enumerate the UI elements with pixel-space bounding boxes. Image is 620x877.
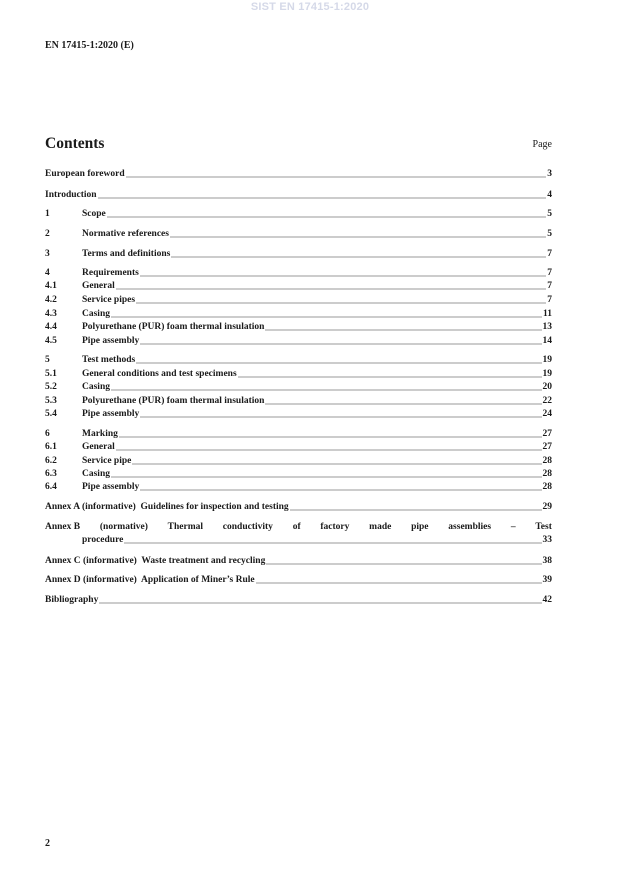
toc-entry-number: 6.2 [45, 456, 57, 466]
toc-entry-test-casing[interactable] [45, 381, 552, 393]
toc-entry-page: 3 [547, 169, 552, 179]
toc-entry-title: Terms and definitions [82, 249, 171, 259]
dot-leader [111, 309, 542, 318]
toc-entry-scope[interactable] [45, 208, 552, 220]
dot-leader [99, 595, 541, 604]
toc-entry-page: 7 [547, 249, 552, 259]
dot-leader [256, 575, 542, 584]
toc-entry-annex-d[interactable] [45, 574, 552, 586]
toc-entry-page: 13 [542, 322, 552, 332]
toc-entry-page: 14 [542, 336, 552, 346]
toc-entry-title: Pipe assembly [82, 409, 140, 419]
toc-entry-title: Casing [82, 309, 110, 319]
dot-leader [265, 322, 541, 331]
dot-leader [98, 190, 547, 199]
contents-title: Contents [45, 135, 105, 152]
dot-leader [266, 556, 541, 565]
toc-entry-title: Annex C (informative) Waste treatment and recycling [45, 556, 266, 566]
toc-entry-title: Introduction [45, 190, 97, 200]
dot-leader [140, 268, 546, 277]
toc-entry-number: 4.4 [45, 322, 57, 332]
toc-entry-title: Polyurethane (PUR) foam thermal insulation [82, 322, 265, 332]
toc-entry-title: Bibliography [45, 595, 99, 605]
toc-entry-title: European foreword [45, 169, 125, 179]
toc-entry-annex-c[interactable] [45, 555, 552, 567]
toc-word: – [510, 522, 516, 532]
toc-entry-page: 38 [542, 556, 552, 566]
dot-leader [116, 281, 547, 290]
toc-word: pipe [411, 522, 429, 532]
toc-entry-number: 4.1 [45, 281, 57, 291]
toc-entry-page: 19 [542, 355, 552, 365]
toc-entry-title: Annex D (informative) Application of Miner’s Rule [45, 575, 255, 585]
dot-leader [265, 396, 541, 405]
toc-entry-number: 5.3 [45, 396, 57, 406]
toc-entry-page: 27 [542, 442, 552, 452]
dot-leader [140, 482, 541, 491]
toc-entry-title: General conditions and test specimens [82, 369, 237, 379]
toc-entry-marking-pipe-assembly[interactable] [45, 481, 552, 493]
toc-entry-req-casing[interactable] [45, 308, 552, 320]
toc-word: conductivity [222, 522, 273, 532]
dot-leader [140, 336, 541, 345]
toc-entry-normative-references[interactable] [45, 228, 552, 240]
toc-entry-number: 6.3 [45, 469, 57, 479]
toc-entry-bibliography[interactable] [45, 594, 552, 606]
toc-entry-title: Annex A (informative) Guidelines for inspection and testing [45, 502, 289, 512]
watermark: SIST EN 17415-1:2020 [250, 1, 370, 13]
toc-entry-number: 4.3 [45, 309, 57, 319]
dot-leader [119, 429, 542, 438]
toc-word: of [292, 522, 301, 532]
toc-entry-number: 5.1 [45, 369, 57, 379]
toc-entry-page: 5 [547, 229, 552, 239]
document-id: EN 17415-1:2020 (E) [45, 40, 134, 51]
toc-word: Test [535, 522, 552, 532]
toc-entry-foreword[interactable] [45, 168, 552, 180]
toc-entry-title: Test methods [82, 355, 136, 365]
toc-entry-title: Pipe assembly [82, 482, 140, 492]
toc-word: procedure [82, 535, 124, 545]
dot-leader [238, 369, 542, 378]
toc-word: Thermal [167, 522, 204, 532]
toc-entry-page: 39 [542, 575, 552, 585]
toc-entry-number: 5 [45, 355, 50, 365]
toc-entry-annex-a[interactable] [45, 501, 552, 513]
dot-leader [140, 409, 541, 418]
toc-entry-marking-casing[interactable] [45, 468, 552, 480]
toc-entry-marking[interactable] [45, 428, 552, 440]
toc-entry-number: 6 [45, 429, 50, 439]
toc-entry-page: 7 [547, 281, 552, 291]
dot-leader [126, 169, 547, 178]
toc-entry-title: Polyurethane (PUR) foam thermal insulation [82, 396, 265, 406]
toc-entry-requirements[interactable] [45, 267, 552, 279]
toc-word: (normative) [99, 522, 148, 532]
toc-entry-introduction[interactable] [45, 189, 552, 201]
toc-entry-title: Marking [82, 429, 118, 439]
dot-leader [107, 209, 547, 218]
toc-entry-req-service-pipes[interactable] [45, 294, 552, 306]
toc-entry-number: 2 [45, 229, 50, 239]
toc-entry-page: 11 [543, 309, 552, 319]
toc-entry-number: 4 [45, 268, 50, 278]
toc-entry-title: Casing [82, 382, 110, 392]
toc-entry-test-pur-foam[interactable] [45, 395, 552, 407]
toc-entry-page: 5 [547, 209, 552, 219]
toc-entry-title: Scope [82, 209, 106, 219]
dot-leader [124, 535, 541, 544]
toc-entry-page: 19 [542, 369, 552, 379]
toc-entry-number: 6.1 [45, 442, 57, 452]
toc-entry-number: 5.2 [45, 382, 57, 392]
toc-word: made [369, 522, 392, 532]
toc-entry-req-general[interactable] [45, 280, 552, 292]
toc-entry-title: General [82, 281, 115, 291]
toc-entry-page: 29 [542, 502, 552, 512]
annex-b-title-line [45, 521, 552, 533]
toc-entry-number: 4.2 [45, 295, 57, 305]
toc-entry-terms-definitions[interactable] [45, 248, 552, 260]
toc-entry-page: 20 [542, 382, 552, 392]
toc-entry-page: 28 [542, 456, 552, 466]
toc-word: assemblies [448, 522, 492, 532]
toc-entry-page: 33 [542, 535, 552, 545]
dot-leader [171, 249, 546, 258]
dot-leader [116, 442, 542, 451]
toc-entry-title: Service pipes [82, 295, 136, 305]
toc-entry-page: 24 [542, 409, 552, 419]
toc-entry-test-general-conditions[interactable] [45, 368, 552, 380]
toc-entry-number: 5.4 [45, 409, 57, 419]
toc-entry-req-pur-foam[interactable] [45, 321, 552, 333]
toc-entry-number: 1 [45, 209, 50, 219]
annex-b-continuation-line [82, 534, 552, 546]
toc-entry-page: 28 [542, 469, 552, 479]
toc-entry-page: 4 [547, 190, 552, 200]
toc-entry-page: 22 [542, 396, 552, 406]
toc-entry-page: 27 [542, 429, 552, 439]
toc-entry-test-pipe-assembly[interactable] [45, 408, 552, 420]
toc-entry-title: Requirements [82, 268, 139, 278]
dot-leader [290, 502, 542, 511]
dot-leader [170, 229, 546, 238]
toc-entry-title: General [82, 442, 115, 452]
toc-entry-test-methods[interactable] [45, 354, 552, 366]
toc-entry-marking-general[interactable] [45, 441, 552, 453]
dot-leader [111, 469, 542, 478]
toc-word: factory [320, 522, 350, 532]
toc-entry-title: Pipe assembly [82, 336, 140, 346]
toc-entry-page: 7 [547, 295, 552, 305]
toc-entry-page: 7 [547, 268, 552, 278]
toc-entry-title: Casing [82, 469, 110, 479]
toc-entry-number: 3 [45, 249, 50, 259]
toc-entry-title: Normative references [82, 229, 169, 239]
toc-entry-number: 4.5 [45, 336, 57, 346]
dot-leader [136, 355, 541, 364]
dot-leader [132, 456, 541, 465]
toc-entry-title: Annex B [45, 522, 81, 532]
dot-leader [111, 382, 542, 391]
toc-entry-page: 28 [542, 482, 552, 492]
page-column-label: Page [532, 139, 552, 150]
toc-entry-req-pipe-assembly[interactable] [45, 335, 552, 347]
toc-entry-marking-service-pipe[interactable] [45, 455, 552, 467]
page-number: 2 [45, 838, 50, 849]
dot-leader [136, 295, 546, 304]
toc-entry-page: 42 [542, 595, 552, 605]
toc-entry-number: 6.4 [45, 482, 57, 492]
toc-entry-title: Service pipe [82, 456, 132, 466]
